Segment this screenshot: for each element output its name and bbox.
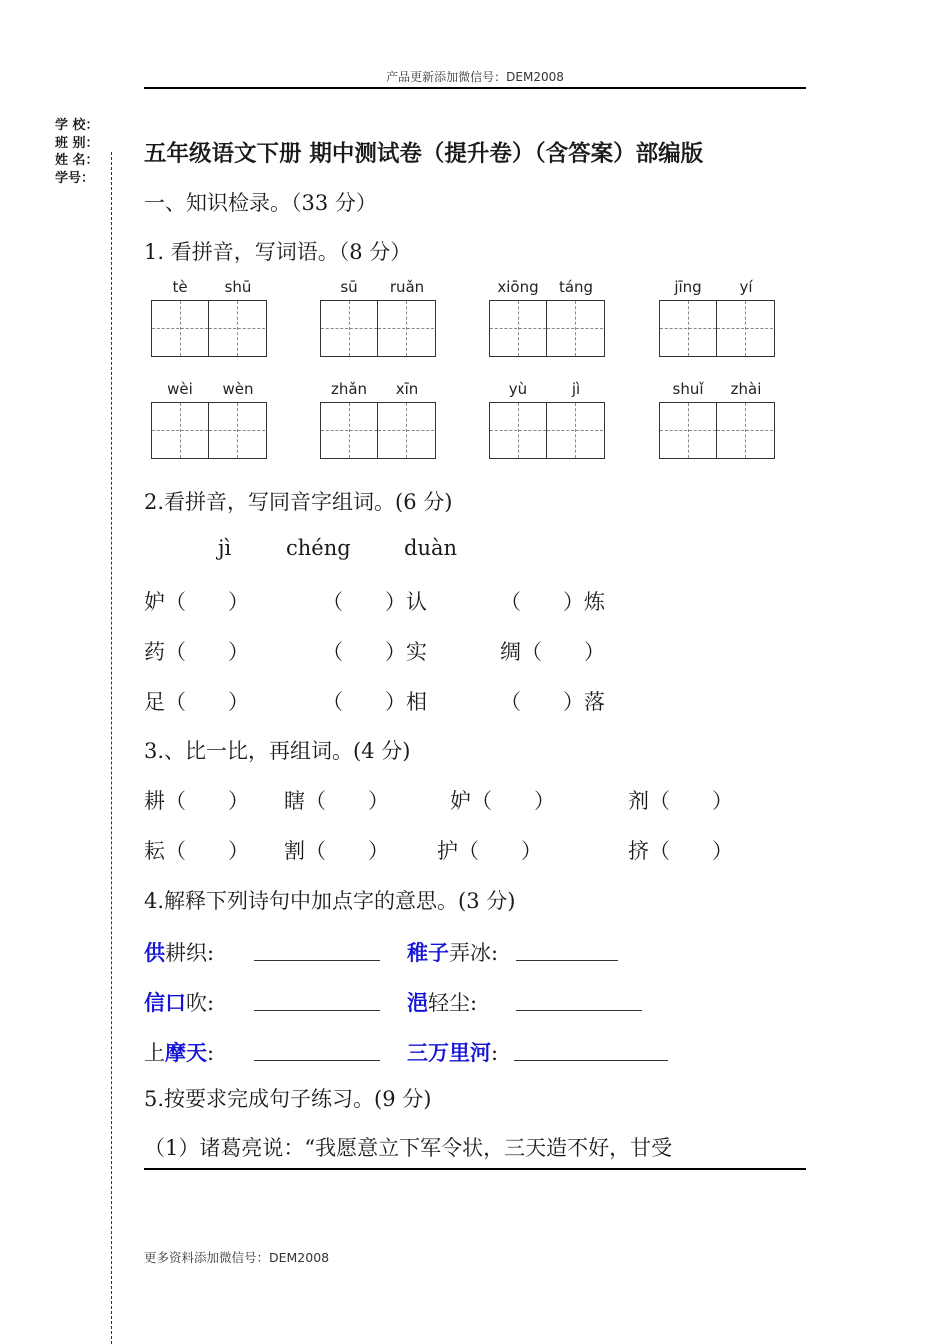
q3-title: 3.、比一比，再组词。(4 分) <box>144 739 411 763</box>
q2-pinyin-duan: duàn <box>404 536 458 560</box>
pinyin-syllable: wèi <box>167 380 193 398</box>
section-1-heading: 一、知识检录。（33 分） <box>144 191 377 215</box>
school-label: 学 校： <box>55 118 99 133</box>
pinyin-syllable: yí <box>739 278 753 296</box>
student-info-labels <box>55 117 99 187</box>
name-label: 姓 名： <box>55 153 99 168</box>
q2-r3-c2[interactable]: （ ）相 <box>322 690 427 714</box>
q4-item-5: 上摩天: <box>144 1040 215 1065</box>
writing-cell[interactable] <box>209 403 265 458</box>
writing-cell[interactable] <box>547 403 603 458</box>
q2-r2-c3[interactable]: 绸（ ） <box>500 640 605 664</box>
writing-grid <box>151 300 267 357</box>
pinyin-syllable: jì <box>571 380 581 398</box>
q4-answer-6[interactable] <box>514 1040 668 1061</box>
writing-cell[interactable] <box>547 301 603 356</box>
page-footer: 更多资料添加微信号：DEM2008 <box>144 1250 330 1265</box>
pinyin-syllable: shuǐ <box>672 380 704 398</box>
writing-grid <box>320 300 436 357</box>
q2-r3-c1[interactable]: 足（ ） <box>144 690 249 714</box>
writing-cell[interactable] <box>378 403 434 458</box>
q3-r1-c4[interactable]: 剂（ ） <box>628 789 733 813</box>
q2-r2-c1[interactable]: 药（ ） <box>144 640 249 664</box>
q2-r1-c3[interactable]: （ ）炼 <box>500 590 605 614</box>
pinyin-label <box>320 380 436 400</box>
pinyin-syllable: wèn <box>222 380 254 398</box>
q3-r1-c1[interactable]: 耕（ ） <box>144 789 249 813</box>
q3-r2-c4[interactable]: 挤（ ） <box>628 839 733 863</box>
q1-word-4 <box>659 278 775 357</box>
header-rule <box>144 87 806 89</box>
writing-grid <box>489 402 605 459</box>
q2-r1-c1[interactable]: 妒（ ） <box>144 590 249 614</box>
q1-word-6 <box>320 380 436 459</box>
q4-answer-4[interactable] <box>516 990 642 1011</box>
page-header: 产品更新添加微信号：DEM2008 <box>386 70 564 84</box>
writing-cell[interactable] <box>660 403 717 458</box>
binding-dashed-line <box>111 152 112 1344</box>
q4-item-3: 信口吹: <box>144 990 215 1015</box>
writing-cell[interactable] <box>717 301 773 356</box>
q1-title: 1. 看拼音，写词语。（8 分） <box>144 240 412 264</box>
q4-item-6: 三万里河: <box>407 1040 499 1065</box>
q4-item-1: 供耕织: <box>144 940 215 965</box>
pinyin-syllable: táng <box>558 278 594 296</box>
pinyin-label <box>151 380 267 400</box>
pinyin-syllable: tè <box>172 278 188 296</box>
q1-word-1 <box>151 278 267 357</box>
pinyin-syllable: ruǎn <box>389 278 425 296</box>
q4-answer-5[interactable] <box>254 1040 380 1061</box>
q4-answer-2[interactable] <box>516 940 618 961</box>
pinyin-syllable: sū <box>340 278 358 296</box>
page-bottom-rule <box>144 1168 806 1170</box>
writing-cell[interactable] <box>490 301 547 356</box>
pinyin-syllable: xīn <box>395 380 419 398</box>
q4-answer-3[interactable] <box>254 990 380 1011</box>
q1-word-7 <box>489 380 605 459</box>
q2-r1-c2[interactable]: （ ）认 <box>322 590 427 614</box>
q2-r3-c3[interactable]: （ ）落 <box>500 690 605 714</box>
pinyin-label <box>489 278 605 298</box>
q4-answer-1[interactable] <box>254 940 380 961</box>
writing-cell[interactable] <box>209 301 265 356</box>
pinyin-syllable: xiōng <box>497 278 539 296</box>
writing-cell[interactable] <box>321 403 378 458</box>
q2-pinyin-ji: jì <box>218 536 232 560</box>
q4-title: 4.解释下列诗句中加点字的意思。(3 分) <box>144 889 516 913</box>
pinyin-label <box>489 380 605 400</box>
writing-grid <box>489 300 605 357</box>
writing-cell[interactable] <box>717 403 773 458</box>
q3-r2-c1[interactable]: 耘（ ） <box>144 839 249 863</box>
q4-item-2: 稚子弄冰: <box>407 940 499 965</box>
q5-item-1: （1）诸葛亮说：“我愿意立下军令状，三天造不好，甘受 <box>144 1136 673 1160</box>
q2-pinyin-cheng: chéng <box>286 536 351 560</box>
pinyin-label <box>320 278 436 298</box>
page-title: 五年级语文下册 期中测试卷（提升卷）（含答案）部编版 <box>144 141 704 167</box>
q1-word-3 <box>489 278 605 357</box>
writing-grid <box>320 402 436 459</box>
writing-grid <box>151 402 267 459</box>
writing-cell[interactable] <box>152 301 209 356</box>
q4-item-4: 浥轻尘: <box>407 990 478 1015</box>
q2-title: 2.看拼音，写同音字组词。(6 分) <box>144 490 453 514</box>
q1-word-5 <box>151 380 267 459</box>
class-label: 班 别： <box>55 135 99 151</box>
pinyin-label <box>151 278 267 298</box>
pinyin-syllable: zhǎn <box>330 380 368 398</box>
q3-r2-c2[interactable]: 割（ ） <box>284 839 389 863</box>
q2-r2-c2[interactable]: （ ）实 <box>322 640 427 664</box>
writing-cell[interactable] <box>378 301 434 356</box>
writing-cell[interactable] <box>490 403 547 458</box>
student-number-label: 学号： <box>55 170 95 186</box>
q3-r2-c3[interactable]: 护（ ） <box>437 839 542 863</box>
writing-grid <box>659 402 775 459</box>
writing-cell[interactable] <box>152 403 209 458</box>
q1-word-2 <box>320 278 436 357</box>
writing-grid <box>659 300 775 357</box>
pinyin-syllable: shū <box>224 278 252 296</box>
q3-r1-c2[interactable]: 瞎（ ） <box>284 789 389 813</box>
pinyin-syllable: zhài <box>730 380 762 398</box>
writing-cell[interactable] <box>660 301 717 356</box>
q1-word-8 <box>659 380 775 459</box>
q5-title: 5.按要求完成句子练习。(9 分) <box>144 1087 432 1111</box>
pinyin-syllable: jīng <box>674 278 702 296</box>
writing-cell[interactable] <box>321 301 378 356</box>
pinyin-syllable: yù <box>508 380 528 398</box>
q3-r1-c3[interactable]: 妒（ ） <box>450 789 555 813</box>
pinyin-label <box>659 278 775 298</box>
pinyin-label <box>659 380 775 400</box>
